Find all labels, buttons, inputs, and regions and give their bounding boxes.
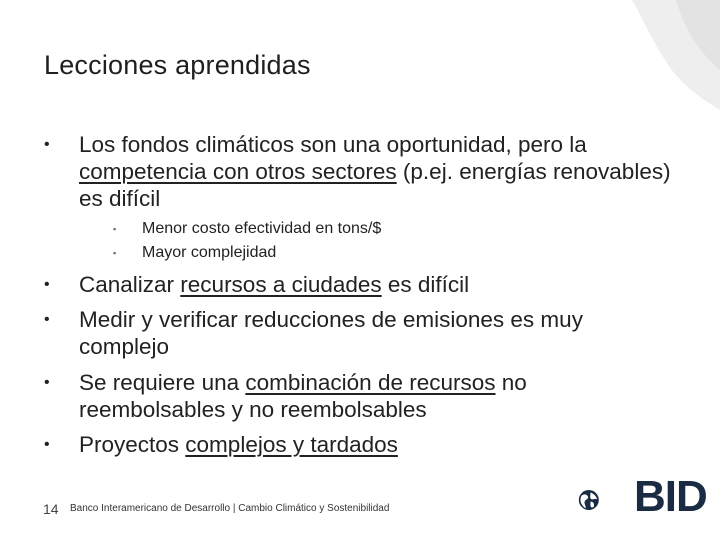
slide-title: Lecciones aprendidas [44, 50, 311, 80]
footer-text: Banco Interamericano de Desarrollo | Cambio Climático y Sostenibilidad [70, 503, 390, 514]
bullet-text-part: es difícil [381, 272, 470, 297]
bullet-dot: • [44, 436, 50, 453]
bullet-dot: • [44, 311, 50, 328]
bullet-text-part: Los fondos climáticos son una oportunidad, pero la [79, 132, 587, 157]
bullet-text [79, 369, 609, 423]
bullet-text-part: no reembolsables y no reembolsables [79, 370, 527, 422]
sub-bullet-dot: ▪ [113, 224, 117, 234]
sub-bullet-text: Mayor complejidad [142, 244, 277, 261]
bid-globe-icon [578, 474, 630, 526]
bullet-text-underlined: recursos a ciudades [180, 272, 382, 297]
bullet-dot: • [44, 136, 50, 153]
bullet-text-underlined: complejos y tardados [185, 432, 398, 457]
sub-bullet-dot: ▪ [113, 248, 117, 258]
bullet-dot: • [44, 374, 50, 391]
bid-logo-text: BID [634, 472, 707, 521]
bullet-text [79, 306, 674, 360]
bullet-text [79, 131, 674, 212]
bullet-text-underlined: competencia con otros sectores [79, 159, 397, 184]
bullet-text-part: Medir y verificar reducciones de emisiones es muy complejo [79, 307, 583, 359]
page-number: 14 [43, 501, 59, 517]
bullet-dot: • [44, 276, 50, 293]
sub-bullet-text: Menor costo efectividad en tons/$ [142, 220, 382, 237]
bullet-text [79, 271, 679, 298]
bullet-text-underlined: combinación de recursos [245, 370, 496, 395]
bullet-text-part: (p.ej. energías renovables) es difícil [79, 159, 671, 211]
bullet-text [79, 431, 679, 458]
bullet-text-part: Proyectos [79, 432, 186, 457]
bullet-text-part: Canalizar [79, 272, 181, 297]
bullet-text-part: Se requiere una [79, 370, 246, 395]
corner-decoration [570, 0, 720, 110]
